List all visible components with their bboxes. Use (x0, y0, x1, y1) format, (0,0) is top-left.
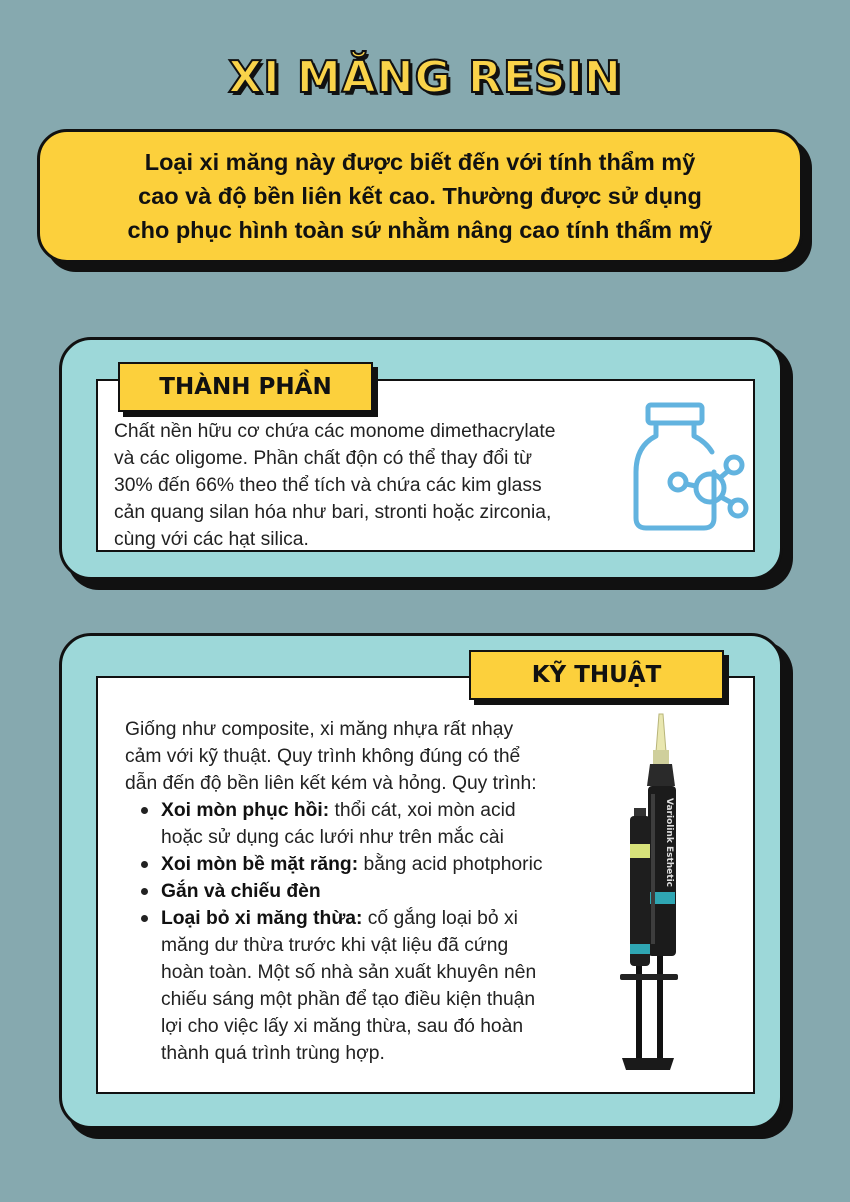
intro-text (128, 145, 713, 247)
list-item (125, 878, 605, 905)
composition-text (114, 418, 624, 553)
composition-line: 30% đến 66% theo thể tích và chứa các kim glass (114, 475, 542, 496)
composition-line: cùng với các hạt silica. (114, 529, 309, 550)
step-text: hoặc sử dụng các lưới như trên mắc cài (161, 827, 504, 848)
technique-text (125, 716, 605, 1067)
step-title: Gắn và chiếu đèn (161, 881, 321, 902)
step-text: lợi cho việc lấy xi măng thừa, sau đó hoàn (161, 1016, 524, 1037)
technique-intro-line: cảm với kỹ thuật. Quy trình không đúng có thể (125, 746, 521, 767)
step-text: măng dư thừa trước khi vật liệu đã cứng (161, 935, 509, 956)
page-title: XI MĂNG RESIN (228, 52, 622, 103)
intro-box (37, 129, 803, 263)
list-item (125, 797, 605, 851)
step-title: Xoi mòn phục hồi: (161, 800, 330, 821)
technique-heading: KỸ THUẬT (469, 650, 724, 700)
composition-heading: THÀNH PHẦN (118, 362, 373, 412)
bottle-molecule-icon (628, 400, 750, 534)
step-title: Xoi mòn bề mặt răng: (161, 854, 359, 875)
syringe-icon (612, 712, 692, 1078)
step-title: Loại bỏ xi măng thừa: (161, 908, 363, 929)
step-text: thành quá trình trùng hợp. (161, 1043, 385, 1064)
technique-steps (125, 797, 605, 1067)
technique-intro-line: dẫn đến độ bền liên kết kém và hỏng. Quy trình: (125, 773, 537, 794)
list-item (125, 905, 605, 1067)
step-text: chiếu sáng một phần để tạo điều kiện thuận (161, 989, 536, 1010)
composition-line: và các oligome. Phần chất độn có thể thay đổi từ (114, 448, 533, 469)
step-text: bằng acid photphoric (358, 854, 543, 875)
intro-line: Loại xi măng này được biết đến với tính thẩm mỹ (144, 149, 696, 175)
step-text: cố gắng loại bỏ xi (362, 908, 518, 929)
intro-line: cho phục hình toàn sứ nhằm nâng cao tính thẩm mỹ (127, 217, 713, 243)
step-text: hoàn toàn. Một số nhà sản xuất khuyên nên (161, 962, 537, 983)
composition-line: Chất nền hữu cơ chứa các monome dimethacrylate (114, 421, 556, 442)
list-item (125, 851, 605, 878)
composition-line: cản quang silan hóa như bari, stronti hoặc zirconia, (114, 502, 552, 523)
intro-line: cao và độ bền liên kết cao. Thường được sử dụng (138, 183, 702, 209)
syringe-label: Variolink Esthetic (664, 798, 674, 887)
technique-intro-line: Giống như composite, xi măng nhựa rất nhạy (125, 719, 514, 740)
step-text: thổi cát, xoi mòn acid (329, 800, 516, 821)
